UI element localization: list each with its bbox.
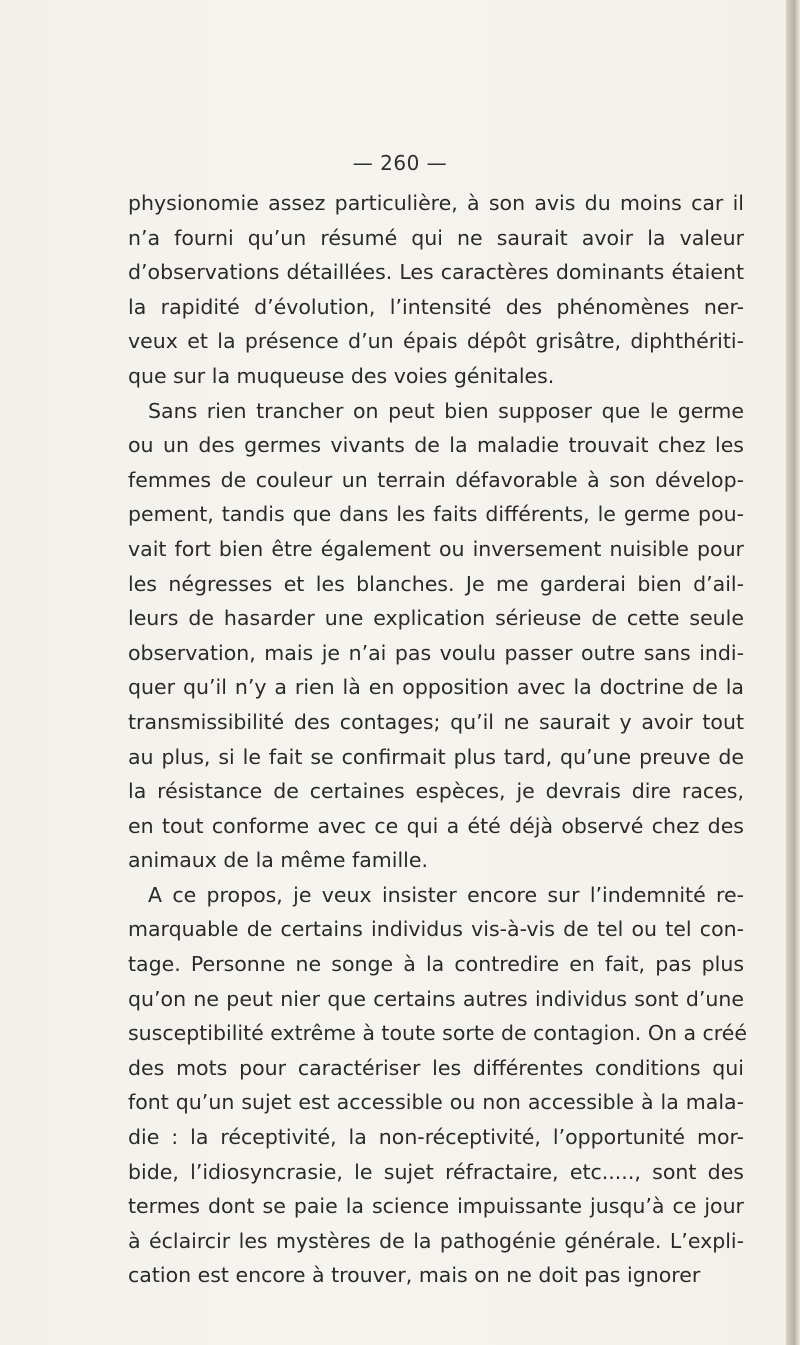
page-edge-shadow — [786, 0, 800, 1345]
text-line: die : la réceptivité, la non-réceptivité, l’opportunité mor- — [128, 1125, 744, 1150]
text-line: en tout conforme avec ce qui a été déjà observé chez des — [128, 813, 744, 838]
text-line: cation est encore à trouver, mais on ne doit pas ignorer — [128, 1263, 701, 1288]
text-line: n’a fourni qu’un résumé qui ne saurait avoir la valeur — [128, 225, 744, 250]
text-line: A ce propos, je veux insister encore sur l’indemnité re- — [148, 882, 744, 907]
text-line: veux et la présence d’un épais dépôt grisâtre, diphthériti- — [128, 329, 744, 354]
text-line: font qu’un sujet est accessible ou non accessible à la mala- — [128, 1090, 744, 1115]
text-line: les négresses et les blanches. Je me garderai bien d’ail- — [128, 571, 744, 596]
text-line: leurs de hasarder une explication sérieuse de cette seule — [128, 606, 744, 631]
text-line: des mots pour caractériser les différentes conditions qui — [128, 1055, 744, 1080]
text-line: quer qu’il n’y a rien là en opposition avec la doctrine de la — [128, 675, 744, 700]
text-line: pement, tandis que dans les faits différents, le germe pou- — [128, 502, 744, 527]
text-line: qu’on ne peut nier que certains autres individus sont d’une — [128, 986, 744, 1011]
text-line: la rapidité d’évolution, l’intensité des phénomènes ner- — [128, 294, 744, 319]
body-text — [128, 186, 748, 1293]
page-number: — 260 — — [352, 151, 448, 175]
text-line: bide, l’idiosyncrasie, le sujet réfractaire, etc....., sont des — [128, 1159, 744, 1184]
text-line: Sans rien trancher on peut bien supposer que le germe — [148, 398, 744, 423]
text-line: à éclaircir les mystères de la pathogénie générale. L’expli- — [128, 1228, 744, 1253]
text-line: femmes de couleur un terrain défavorable à son dévelop- — [128, 467, 744, 492]
text-line: d’observations détaillées. Les caractères dominants étaient — [128, 260, 744, 285]
text-line: transmissibilité des contages; qu’il ne saurait y avoir tout — [128, 709, 744, 734]
text-line: la résistance de certaines espèces, je devrais dire races, — [128, 779, 744, 804]
text-line: tage. Personne ne songe à la contredire en fait, pas plus — [128, 952, 744, 977]
text-line: vait fort bien être également ou inversement nuisible pour — [128, 536, 744, 561]
text-line: ou un des germes vivants de la maladie trouvait chez les — [128, 433, 744, 458]
text-line: susceptibilité extrême à toute sorte de contagion. On a créé — [128, 1021, 748, 1046]
text-line: que sur la muqueuse des voies génitales. — [128, 363, 555, 388]
text-line: animaux de la même famille. — [128, 848, 428, 873]
text-line: termes dont se paie la science impuissante jusqu’à ce jour — [128, 1194, 744, 1219]
text-line: au plus, si le fait se confirmait plus tard, qu’une preuve de — [128, 744, 744, 769]
text-line: observation, mais je n’ai pas voulu passer outre sans indi- — [128, 640, 744, 665]
text-line: marquable de certains individus vis-à-vis de tel ou tel con- — [128, 917, 744, 942]
text-line: physionomie assez particulière, à son avis du moins car il — [128, 191, 744, 215]
